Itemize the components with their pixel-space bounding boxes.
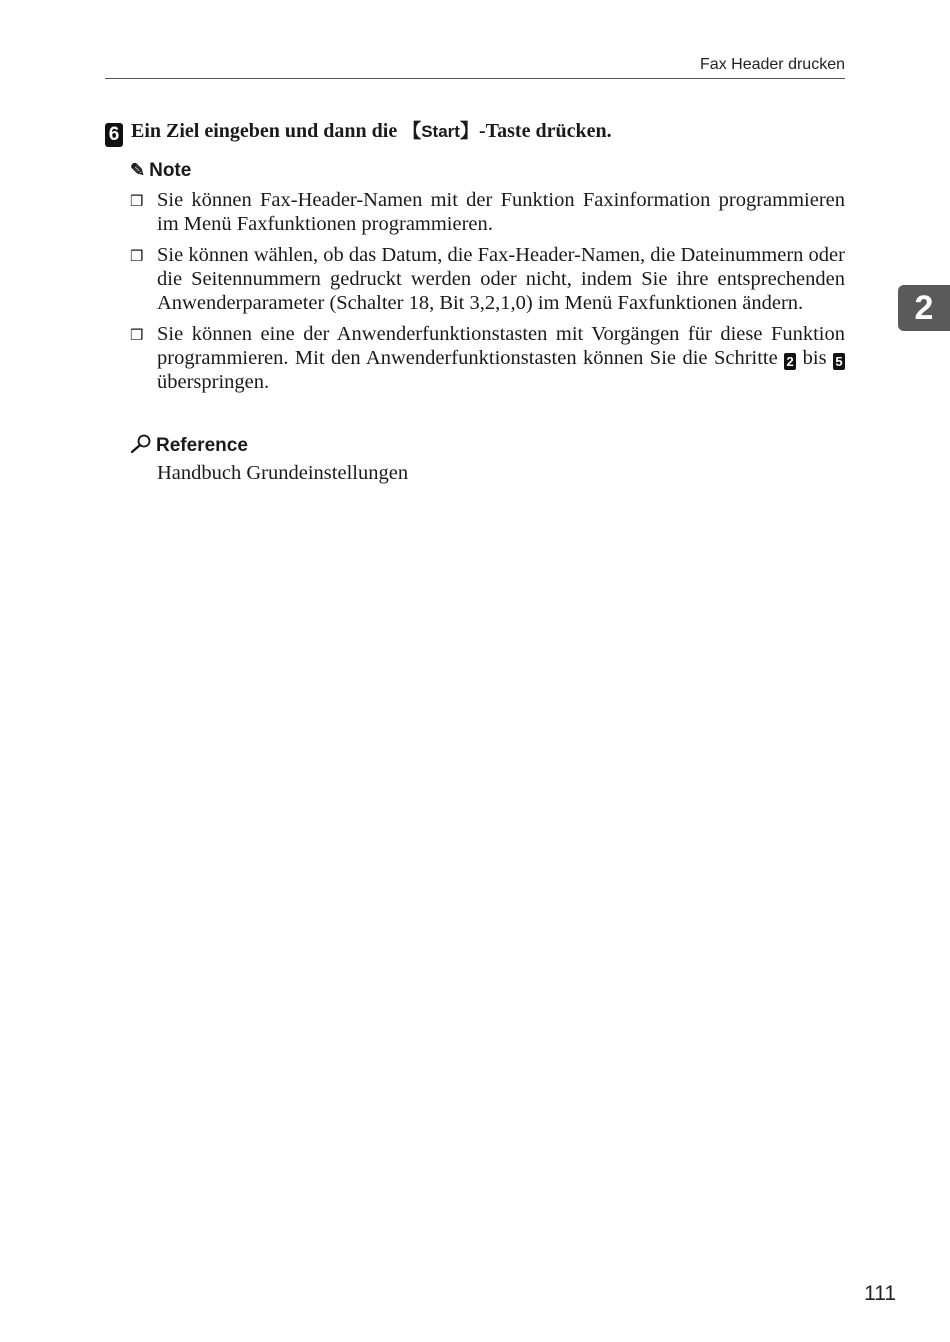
step-number-badge: 6 — [105, 123, 123, 147]
note-item — [130, 188, 845, 236]
note-heading — [130, 160, 191, 182]
magnifier-icon — [130, 434, 152, 456]
note-text: Sie können eine der Anwenderfunktionstasten mit Vorgängen für diese Funktion programmieren. Mit den Anwenderfunktionstasten können Sie die Schritte — [157, 323, 845, 369]
step-ref-badge: 2 — [784, 353, 796, 370]
step-instruction — [105, 116, 845, 147]
note-text: überspringen. — [157, 371, 270, 393]
step-text-before: Ein Ziel eingeben und dann die — [131, 120, 403, 142]
step-text-after: -Taste drücken. — [478, 120, 612, 142]
key-bracket-close: 】 — [459, 120, 479, 142]
reference-heading — [130, 434, 248, 457]
start-key-label: Start — [421, 122, 460, 141]
checkbox-bullet-icon: ❒ — [130, 192, 144, 210]
pencil-icon: ✎ — [130, 160, 146, 180]
checkbox-bullet-icon: ❒ — [130, 326, 144, 344]
step-ref-badge: 5 — [833, 353, 845, 370]
note-item — [130, 322, 845, 394]
header-divider — [105, 78, 845, 79]
note-heading-label: Note — [149, 160, 192, 181]
note-text: Sie können Fax-Header-Namen mit der Funktion Faxinformation programmieren im Menü Faxfunktionen programmieren. — [157, 189, 845, 235]
note-text: bis — [796, 347, 833, 369]
page-number: 111 — [864, 1282, 896, 1305]
note-list — [130, 188, 845, 401]
reference-heading-label: Reference — [156, 435, 248, 456]
checkbox-bullet-icon: ❒ — [130, 247, 144, 265]
note-item — [130, 243, 845, 315]
running-header: Fax Header drucken — [700, 56, 845, 73]
reference-text: Handbuch Grundeinstellungen — [157, 462, 409, 484]
chapter-tab: 2 — [898, 285, 950, 331]
note-text: Sie können wählen, ob das Datum, die Fax-Header-Namen, die Dateinummern oder die Seitennummern gedruckt werden oder nicht, indem Sie ihre entsprechenden Anwenderparameter (Schalter 18, Bit 3,2,1,0) im Menü Faxfunktionen ändern. — [157, 244, 845, 314]
key-bracket-open: 【 — [402, 120, 422, 142]
